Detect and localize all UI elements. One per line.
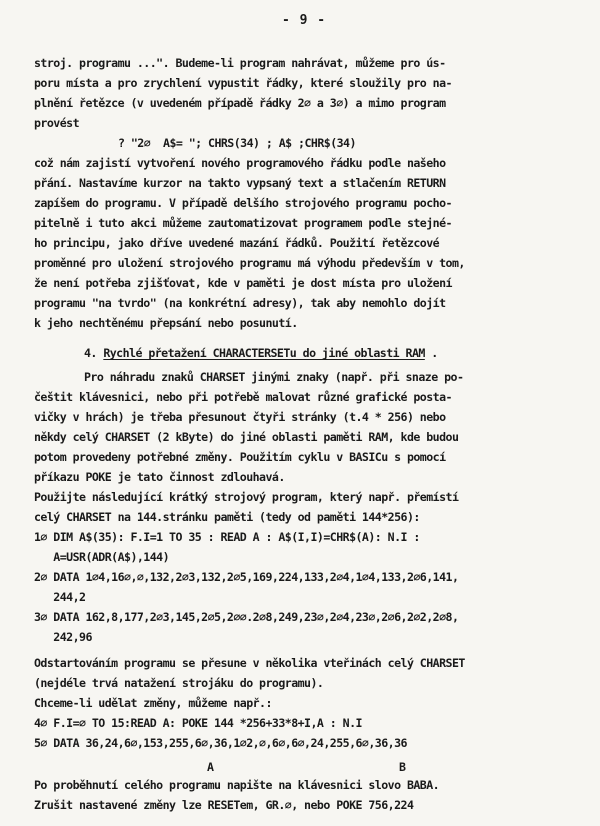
text-line: přání. Nastavíme kurzor na takto vypsaný text a stlačením RETURN [34,176,446,190]
code-line: 4∅ F.I=∅ TO 15:READ A: POKE 144 *256+33*8+I,A : N.I [34,716,362,730]
letter-b: B [399,760,406,774]
text-line: programu "na tvrdo" (na konkrétní adresy), tak aby nemohlo dojít [34,296,446,310]
code-line: 5∅ DATA 36,24,6∅,153,255,6∅,36,1∅2,∅,6∅,6∅,24,255,6∅,36,36 [34,736,407,750]
code-line: 3∅ DATA 162,8,177,2∅3,145,2∅5,2∅∅.2∅8,249,23∅,2∅4,23∅,2∅6,2∅2,2∅8, [34,610,459,624]
code-line: 242,96 [34,630,92,644]
text-line: plnění řetězce (v uvedeném případě řádky 2∅ a 3∅) a mimo program [34,96,446,110]
code-line: 1∅ DIM A$(35): F.I=1 TO 35 : READ A : A$(I,I)=CHR$(A): N.I : [34,530,420,544]
text-line: stroj. programu ...". Budeme-li program nahrávat, můžeme pro ús- [34,56,446,70]
code-line: 244,2 [34,590,86,604]
text-line: Zrušit nastavené změny lze RESETem, GR.∅, nebo POKE 756,224 [34,798,414,812]
code-line: ? "2∅ A$= "; CHRS(34) ; A$ ;CHR$(34) [118,136,356,150]
code-line: 2∅ DATA 1∅4,16∅,∅,132,2∅3,132,2∅5,169,224,133,2∅4,1∅4,133,2∅6,141, [34,570,459,584]
text-line: Po proběhnutí celého programu napište na klávesnici slovo BABA. [34,778,440,792]
code-line: A=USR(ADR(A$),144) [34,550,170,564]
letter-a: A [207,760,214,774]
page-number: - 9 - [282,13,327,28]
text-line: pitelně i tuto akci můžeme zautomatizovat programem podle stejné- [34,216,452,230]
section-title: Rychlé přetažení CHARACTERSETu do jiné oblasti RAM [103,346,425,360]
text-line: k jeho nechtěnému přepsání nebo posunutí. [34,316,298,330]
text-line: (nejdéle trvá natažení strojáku do programu). [34,676,324,690]
section-heading [84,346,438,360]
text-line: poru místa a pro zrychlení vypustit řádky, které sloužily pro na- [34,76,452,90]
text-line: Odstartováním programu se přesune v několika vteřinách celý CHARSET [34,656,465,670]
text-line: Chceme-li udělat změny, můžeme např.: [34,696,272,710]
text-line: což nám zajistí vytvoření nového programového řádku podle našeho [34,156,446,170]
text-line: někdy celý CHARSET (2 kByte) do jiné oblasti paměti RAM, kde budou [34,430,459,444]
text-line: celý CHARSET na 144.stránku paměti (tedy od paměti 144*256): [34,510,420,524]
text-line: ho principu, jako dříve uvedené mazání řádků. Použití řetězcové [34,236,440,250]
section-number: 4. [84,346,97,360]
text-line: provést [34,116,80,130]
text-line: příkazu POKE je tato činnost zdlouhavá. [34,470,285,484]
text-line: proměnné pro uložení strojového programu má výhodu především v tom, [34,256,465,270]
text-line: že není potřeba zjišťovat, kde v paměti je dost místa pro uložení [34,276,452,290]
text-line: Použijte následující krátký strojový program, který např. přemístí [34,490,459,504]
section-suffix: . [431,346,438,360]
text-line: Pro náhradu znaků CHARSET jinými znaky (např. při snaze po- [84,370,464,384]
text-line: češtit klávesnici, nebo při potřebě malovat různé grafické posta- [34,390,452,404]
text-line: zapíšem do programu. V případě delšího strojového programu pocho- [34,196,452,210]
text-line: vičky v hrách) je třeba přesunout čtyři stránky (t.4 * 256) nebo [34,410,446,424]
text-line: potom provedeny potřebné změny. Použitím cyklu v BASICu s pomocí [34,450,446,464]
